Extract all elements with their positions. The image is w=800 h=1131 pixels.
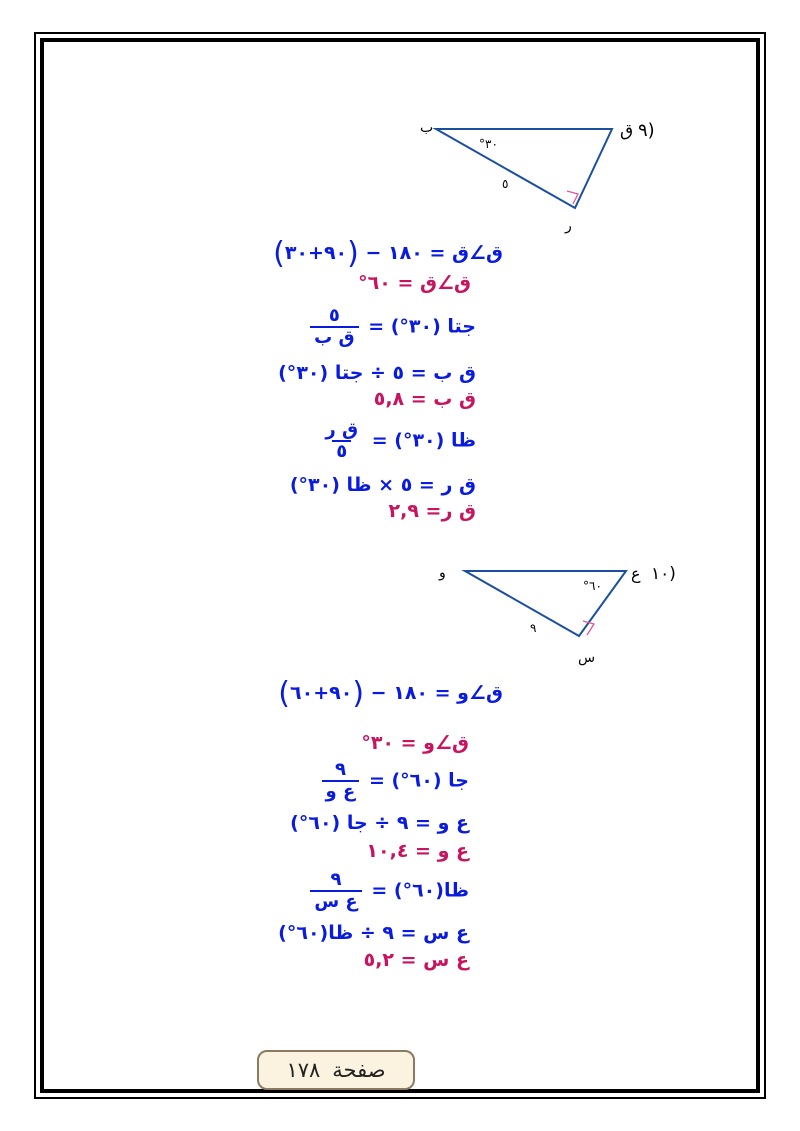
vertex-a-label: ع: [631, 564, 641, 583]
vertex-b-label: ب: [420, 120, 434, 136]
page-number-badge: [257, 1050, 415, 1090]
p10-tan-equation: ظا(٦٠°) = $\frac{٩}{\text{ع س}}$: [307, 870, 469, 912]
problem-10-number: ١٠): [651, 564, 676, 584]
triangle-9-diagram: [410, 110, 690, 235]
right-angle-mark-9: [567, 191, 578, 204]
p9-qb-result: ق ب = ٥,٨: [373, 388, 476, 410]
side-5-label: ٥: [502, 177, 509, 191]
p9-tan-equation: ظا (٣٠°) = $\frac{\text{ق ر}}{٥}$: [325, 419, 476, 462]
vertex-q-label: ق: [620, 121, 634, 141]
p9-angle-result: ق∠ق = ٦٠°: [358, 272, 471, 294]
problem-9-number: ٩): [638, 120, 655, 141]
p9-angle-equation: ق∠ق = ١٨٠ − (٩٠+٣٠): [273, 236, 503, 271]
p10-angle-result: ق∠و = ٣٠°: [361, 732, 469, 754]
triangle-10-diagram: [415, 550, 705, 670]
p10-aw-result: ع و = ١٠,٤: [366, 840, 469, 862]
vertex-r-label: ر: [565, 218, 572, 234]
p9-qr-formula: ق ر = ٥ × ظا (٣٠°): [289, 474, 476, 496]
vertex-w-label: و: [439, 565, 446, 581]
p10-sin-equation: جا (٦٠°) = $\frac{٩}{\text{ع و}}$: [319, 760, 469, 802]
triangle-9-shape: [436, 129, 612, 208]
page-number: ١٧٨: [286, 1058, 321, 1082]
page-label: صفحة: [332, 1058, 386, 1082]
p10-as-formula: ع س = ٩ ÷ ظا(٦٠°): [278, 922, 469, 944]
p10-as-result: ع س = ٥,٢: [363, 949, 469, 971]
side-9-label: ٩: [530, 621, 537, 635]
p10-angle-equation: ق∠و = ١٨٠ − (٩٠+٦٠): [278, 676, 503, 711]
p9-qr-result: ق ر= ٢,٩: [388, 500, 476, 522]
p9-cos-equation: جتا (٣٠°) = $\frac{٥}{\text{ق ب}}$: [307, 306, 476, 348]
p10-aw-formula: ع و = ٩ ÷ جا (٦٠°): [290, 812, 469, 834]
vertex-s-label: س: [578, 650, 596, 666]
angle-60-label: °٦٠: [583, 579, 602, 593]
angle-30-label: °٣٠: [479, 137, 498, 151]
p9-qb-formula: ق ب = ٥ ÷ جتا (٣٠°): [278, 362, 476, 384]
